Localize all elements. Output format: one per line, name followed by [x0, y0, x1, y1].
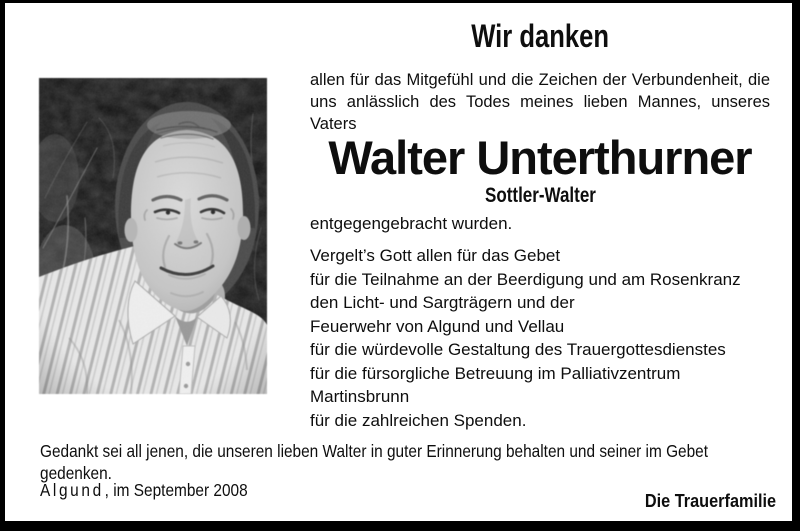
deceased-name: Walter Unterthurner: [328, 131, 752, 184]
signature: [627, 491, 776, 512]
signature-text: Die Trauerfamilie: [644, 490, 776, 511]
portrait-photo-illustration: [39, 78, 267, 394]
deceased-nickname-text: Sottler-Walter: [484, 184, 596, 207]
intro-line: Vaters: [310, 115, 357, 133]
thanks-line: Vergelt’s Gott allen für das Gebet: [310, 246, 561, 265]
thanks-line: für die Teilnahme an der Beerdigung und am Rosenkranz: [310, 269, 741, 289]
closing-line: gedenken.: [40, 462, 112, 483]
thanks-line: für die würdevolle Gestaltung des Trauergottesdienstes: [310, 340, 726, 359]
thanks-list: [310, 244, 772, 432]
closing-line: Gedankt sei all jenen, die unseren lieben Walter in guter Erinnerung behalten und seiner im Gebet: [40, 441, 709, 461]
intro-line: allen für das Mitgefühl und die Zeichen der Verbundenheit, die: [310, 71, 770, 89]
portrait-photo: [39, 78, 267, 394]
after-name-text: entgegengebracht wurden.: [310, 214, 513, 233]
date-text: , im September 2008: [104, 480, 248, 500]
thanks-line: für die fürsorgliche Betreuung im Palliativzentrum: [310, 363, 681, 383]
page-title: [310, 20, 770, 52]
page-title-text: Wir danken: [471, 18, 609, 54]
thanks-line: Martinsbrunn: [310, 387, 410, 406]
place-date: [40, 479, 276, 501]
thanks-line: für die zahlreichen Spenden.: [310, 410, 527, 430]
thanks-line: den Licht- und Sargträgern und der: [310, 293, 575, 312]
thanks-line: Feuerwehr von Algund und Vellau: [310, 316, 565, 336]
intro-line: uns anlässlich des Todes meines lieben Mannes, unseres: [310, 93, 770, 111]
place-name: Algund: [40, 480, 104, 500]
deceased-nickname: [310, 185, 770, 207]
closing-paragraph: [40, 441, 799, 484]
intro-paragraph: [310, 69, 770, 135]
